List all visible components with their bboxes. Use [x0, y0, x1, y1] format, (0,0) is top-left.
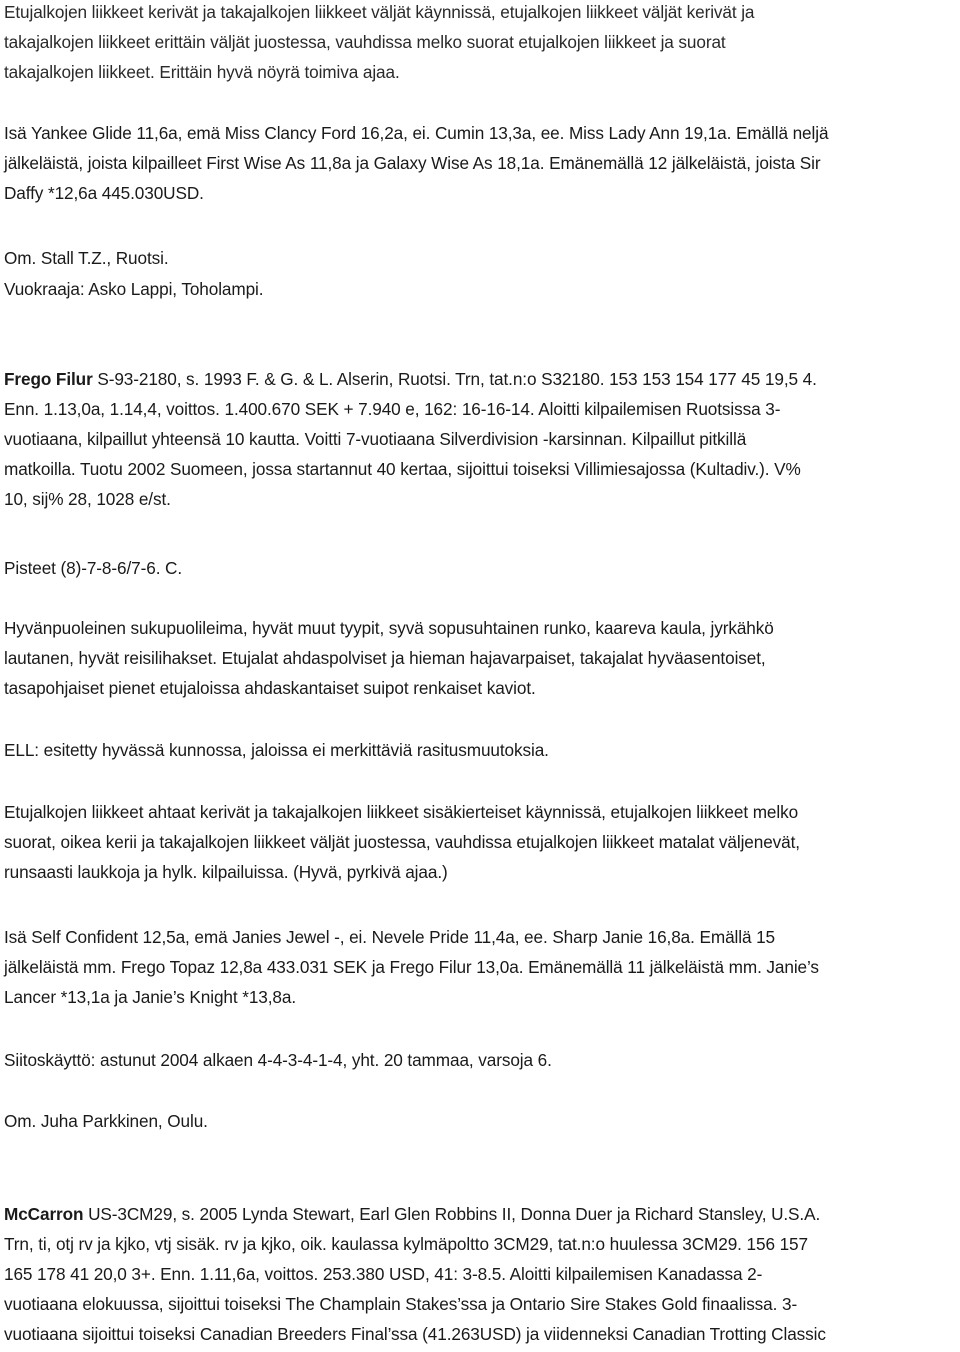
horse2-points: Pisteet (8)-7-8-6/7-6. C.: [4, 558, 183, 578]
horse2-movement-paragraph: Etujalkojen liikkeet ahtaat kerivät ja takajalkojen liikkeet sisäkierteiset käynnissä, etujalkojen liikkeet melko suorat, oikea kerii ja takajalkojen liikkeet väljät juostessa, vauhdissa etujalkojen liikkeet matalat väljenevät, runsaasti laukkoja ja hylk. kilpailuissa. (Hyvä, pyrkivä ajaa.): [4, 802, 800, 882]
horse3-name: McCarron: [4, 1204, 84, 1224]
horse2-header-paragraph: [4, 364, 960, 514]
horse1-movement-paragraph: Etujalkojen liikkeet kerivät ja takajalkojen liikkeet väljät käynnissä, etujalkojen liikkeet väljät kerivät ja takajalkojen liikkeet erittäin väljät juostessa, vauhdissa melko suorat etujalkojen liikkeet ja suorat takajalkojen liikkeet. Erittäin hyvä nöyrä toimiva ajaa.: [4, 2, 755, 82]
horse3-details: US-3CM29, s. 2005 Lynda Stewart, Earl Glen Robbins II, Donna Duer ja Richard Stansley, U.S.A. Trn, ti, otj rv ja kjko, vtj sisäk. rv ja kjko, oik. kaulassa kylmäpoltto 3CM29, tat.n:o huulessa 3CM29. 156 157 165 178 41 20,0 3+. Enn. 1.11,6a, voittos. 253.380 USD, 41: 3-8.5. Aloitti kilpailemisen Kanadassa 2- vuotiaana elokuussa, sijoittui toiseksi The Champlain Stakes’ssa ja Ontario Sire Stakes Gold finaalissa. 3- vuotiaana sijoittui toiseksi Canadian Breeders Final’ssa (41.263USD) ja viidenneksi Canadian Trotting Classic: [4, 1204, 826, 1344]
horse2-name: Frego Filur: [4, 369, 93, 389]
horse2-vet-note: ELL: esitetty hyvässä kunnossa, jaloissa ei merkittäviä rasitusmuutoksia.: [4, 740, 549, 760]
horse2-details: S-93-2180, s. 1993 F. & G. & L. Alserin, Ruotsi. Trn, tat.n:o S32180. 153 153 154 177 45 19,5 4. Enn. 1.13,0a, 1.14,4, voittos. 1.400.670 SEK + 7.940 e, 162: 16-16-14. Aloitti kilpailemisen Ruotsissa 3- vuotiaana, kilpaillut yhteensä 10 kautta. Voitti 7-vuotiaana Silverdivision -karsinnan. Kilpaillut pitkillä matkoilla. Tuotu 2002 Suomeen, jossa startannut 40 kertaa, sijoittui toiseksi Villimiesajossa (Kultadiv.). V% 10, sij% 28, 1028 e/st.: [4, 369, 817, 509]
horse1-owner: Om. Stall T.Z., Ruotsi.: [4, 248, 169, 268]
horse2-owner: Om. Juha Parkkinen, Oulu.: [4, 1111, 208, 1131]
horse2-pedigree-paragraph: Isä Self Confident 12,5a, emä Janies Jewel -, ei. Nevele Pride 11,4a, ee. Sharp Janie 16,8a. Emällä 15 jälkeläistä mm. Frego Topaz 12,8a 433.031 SEK ja Frego Filur 13,0a. Emänemällä 11 jälkeläistä mm. Janie’s Lancer *13,1a ja Janie’s Knight *13,8a.: [4, 927, 819, 1007]
horse1-pedigree-paragraph: Isä Yankee Glide 11,6a, emä Miss Clancy Ford 16,2a, ei. Cumin 13,3a, ee. Miss Lady Ann 19,1a. Emällä neljä jälkeläistä, joista kilpailleet First Wise As 11,8a ja Galaxy Wise As 18,1a. Emänemällä 12 jälkeläistä, joista Sir Daffy *12,6a 445.030USD.: [4, 123, 829, 203]
horse2-conformation-paragraph: Hyvänpuoleinen sukupuolileima, hyvät muut tyypit, syvä sopusuhtainen runko, kaareva kaula, jyrkähkö lautanen, hyvät reisilihakset. Etujalat ahdaspolviset ja hieman hajavarpaiset, takajalat hyväasentoiset, tasapohjaiset pienet etujaloissa ahdaskantaiset suipot renkaiset kaviot.: [4, 618, 774, 698]
horse2-breeding: Siitoskäyttö: astunut 2004 alkaen 4-4-3-4-1-4, yht. 20 tammaa, varsoja 6.: [4, 1050, 552, 1070]
horse3-header-paragraph: [4, 1199, 960, 1349]
horse1-lessee: Vuokraaja: Asko Lappi, Toholampi.: [4, 279, 264, 299]
